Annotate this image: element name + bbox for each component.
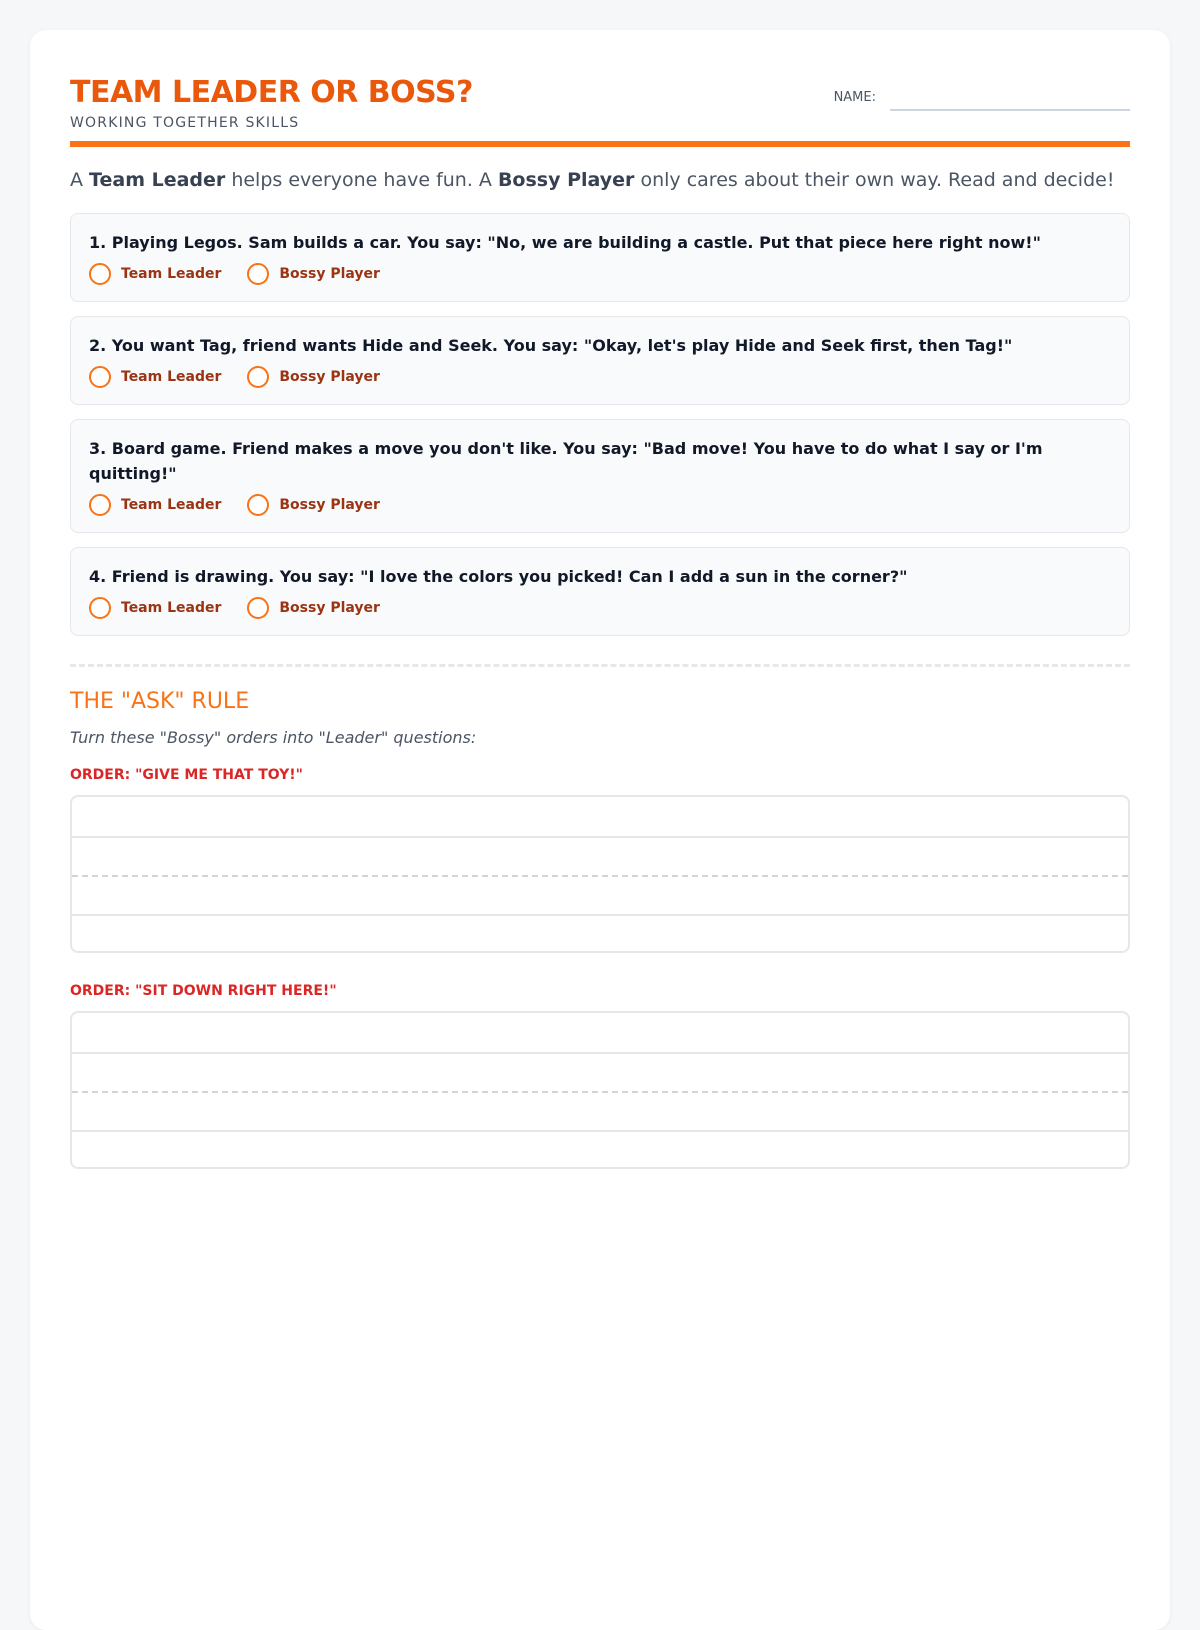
- radio-circle-icon[interactable]: [247, 494, 269, 516]
- worksheet: [30, 30, 1170, 1630]
- intro-bossy-player: Bossy Player: [497, 169, 635, 191]
- writing-line: [72, 836, 1128, 838]
- option-bossy-player[interactable]: [247, 366, 380, 388]
- question-options: [89, 494, 1111, 516]
- option-label: Team Leader: [121, 497, 222, 513]
- radio-circle-icon[interactable]: [89, 366, 111, 388]
- order-label-2: ORDER: "SIT DOWN RIGHT HERE!": [70, 983, 337, 999]
- order-label-1: ORDER: "GIVE ME THAT TOY!": [70, 767, 303, 783]
- question-card-4: [70, 547, 1130, 636]
- question-text: 3. Board game. Friend makes a move you don't like. You say: "Bad move! You have to do what I say or I'm quitting!": [89, 439, 1043, 483]
- writing-midline: [72, 875, 1128, 877]
- writing-box-2[interactable]: [70, 1011, 1130, 1169]
- question-options: [89, 263, 1111, 285]
- header: [70, 75, 1130, 147]
- option-team-leader[interactable]: [89, 366, 221, 388]
- question-card-2: [70, 316, 1130, 405]
- option-team-leader[interactable]: [89, 597, 221, 619]
- intro-team-leader: Team Leader: [89, 169, 226, 191]
- option-team-leader[interactable]: [89, 263, 221, 285]
- writing-line: [72, 1052, 1128, 1054]
- radio-circle-icon[interactable]: [89, 494, 111, 516]
- intro-part-2: helps everyone have fun. A: [225, 169, 498, 191]
- ask-rule-title: THE "ASK" RULE: [70, 689, 250, 714]
- question-card-3: [70, 419, 1130, 533]
- name-label: NAME:: [833, 90, 876, 105]
- title-block: [70, 75, 473, 131]
- writing-box-1[interactable]: [70, 795, 1130, 953]
- option-bossy-player[interactable]: [247, 263, 380, 285]
- radio-circle-icon[interactable]: [247, 263, 269, 285]
- question-text: 4. Friend is drawing. You say: "I love the colors you picked! Can I add a sun in the corner?": [89, 567, 908, 586]
- radio-circle-icon[interactable]: [89, 597, 111, 619]
- intro-part-3: only cares about their own way. Read and decide!: [634, 169, 1115, 191]
- option-label: Team Leader: [121, 600, 222, 616]
- option-label: Bossy Player: [279, 497, 380, 513]
- page-subtitle: WORKING TOGETHER SKILLS: [70, 115, 300, 131]
- question-options: [89, 366, 1111, 388]
- option-label: Team Leader: [121, 369, 222, 385]
- writing-midline: [72, 1091, 1128, 1093]
- name-area: [834, 85, 1130, 111]
- section-divider: [70, 664, 1130, 667]
- option-label: Bossy Player: [279, 369, 380, 385]
- question-card-1: [70, 213, 1130, 302]
- option-label: Team Leader: [121, 266, 222, 282]
- intro-text: [70, 167, 1130, 193]
- option-bossy-player[interactable]: [247, 494, 380, 516]
- question-list: [70, 213, 1130, 636]
- name-field[interactable]: [890, 85, 1130, 111]
- option-label: Bossy Player: [279, 600, 380, 616]
- writing-line: [72, 914, 1128, 916]
- ask-rule-subtitle: Turn these "Bossy" orders into "Leader" questions:: [70, 728, 477, 747]
- intro-part-1: A: [70, 169, 90, 191]
- radio-circle-icon[interactable]: [247, 366, 269, 388]
- option-bossy-player[interactable]: [247, 597, 380, 619]
- radio-circle-icon[interactable]: [89, 263, 111, 285]
- writing-line: [72, 1130, 1128, 1132]
- option-label: Bossy Player: [279, 266, 380, 282]
- page-title: TEAM LEADER OR BOSS?: [70, 75, 473, 110]
- option-team-leader[interactable]: [89, 494, 221, 516]
- question-text: 1. Playing Legos. Sam builds a car. You say: "No, we are building a castle. Put that piece here right now!": [89, 233, 1041, 252]
- question-options: [89, 597, 1111, 619]
- radio-circle-icon[interactable]: [247, 597, 269, 619]
- question-text: 2. You want Tag, friend wants Hide and Seek. You say: "Okay, let's play Hide and Seek first, then Tag!": [89, 336, 1013, 355]
